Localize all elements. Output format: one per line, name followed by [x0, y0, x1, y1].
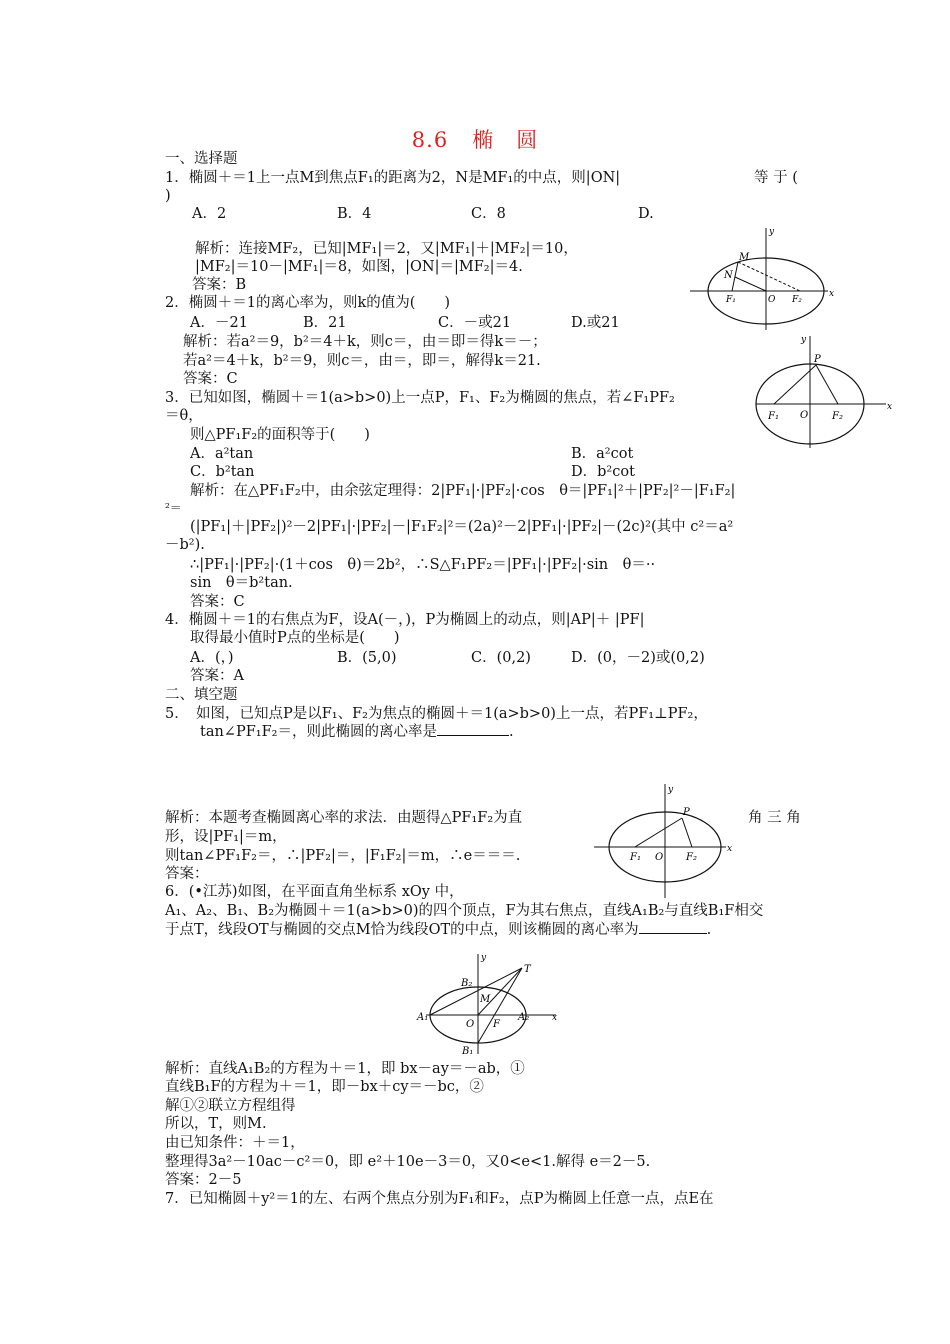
q5-solution-1: 解析：本题考查椭圆离心率的求法．由题得△PF₁F₂为直 [165, 810, 523, 826]
fig3-label-o: O [655, 852, 664, 863]
q2-stem: 2．椭圆＋＝1的离心率为，则k的值为( ) [165, 295, 451, 311]
figure-q6-ellipse [414, 950, 564, 1058]
fig1-label-m: M [739, 252, 750, 263]
section-heading-fill: 二、填空题 [165, 687, 238, 703]
q6-solution-4: 所以，T，则M. [165, 1116, 267, 1132]
fig2-label-f2: F₂ [832, 411, 843, 422]
q6-answer-blank [639, 921, 707, 934]
q5-stem-1: 5． 如图，已知点P是以F₁、F₂为焦点的椭圆＋＝1(a>b>0)上一点，若PF₁⊥PF₂， [165, 706, 708, 722]
q6-stem-3 [165, 921, 711, 939]
q2-answer: 答案：C [183, 371, 238, 387]
page-title [0, 124, 950, 154]
q3-option-d: D．b²cot [571, 464, 635, 480]
q4-option-a: A．(，) [190, 650, 234, 666]
q4-answer: 答案：A [190, 668, 244, 684]
fig4-label-t: T [524, 964, 531, 975]
fig4-label-m: M [480, 994, 491, 1005]
q6-solution-1: 解析：直线A₁B₂的方程为＋＝1，即 bx－ay＝－ab，① [165, 1061, 525, 1077]
q3-stem-3: 则△PF₁F₂的面积等于( ) [190, 427, 370, 443]
fig1-label-y: y [769, 227, 775, 237]
q4-stem-1: 4．椭圆＋＝1的右焦点为F，设A(－，)，P为椭圆上的动点，则|AP|＋ |PF| [165, 612, 645, 628]
fig3-label-p: P [683, 807, 690, 818]
q3-solution-2: (|PF₁|＋|PF₂|)²－2|PF₁|·|PF₂|－|F₁F₂|²＝(2a)²－2|PF₁|·|PF₂|－(2c)²(其中 c²＝a² [190, 519, 734, 535]
q4-stem-2: 取得最小值时P点的坐标是( ) [190, 630, 400, 646]
figure-q1-ellipse [686, 222, 836, 332]
fig2-label-o: O [800, 410, 809, 421]
q3-solution-1b: ²＝ [165, 501, 182, 515]
q3-option-a: A．a²tan [190, 446, 254, 462]
q2-option-b: B．21 [303, 315, 347, 331]
q5-solution-1-right: 角 三 角 [748, 810, 801, 826]
fig4-label-f: F [493, 1019, 500, 1030]
title-number: 8.6 [411, 128, 449, 152]
q1-stem-close: ) [165, 188, 171, 204]
fig4-label-a1: A₁ [417, 1012, 429, 1023]
fig1-label-n: N [724, 270, 733, 281]
fig1-label-x: x [829, 289, 835, 299]
q3-stem-2: ＝θ， [165, 408, 203, 424]
q1-option-b: B．4 [337, 206, 372, 222]
figure-q3-ellipse [754, 330, 894, 450]
section-heading-choice: 一、选择题 [165, 151, 238, 167]
q3-solution-3: ∴|PF₁|·|PF₂|·(1＋cos θ)＝2b²，∴S△F₁PF₂＝|PF₁|·|PF₂|·sin θ＝·· [190, 557, 656, 573]
fig3-label-x: x [727, 844, 733, 854]
fig4-label-o: O [466, 1019, 475, 1030]
q6-stem-2: A₁、A₂、B₁、B₂为椭圆＋＝1(a>b>0)的四个顶点，F为其右焦点，直线A₁B₂与直线B₁F相交 [165, 903, 764, 919]
q6-stem-3-text: 于点T，线段OT与椭圆的交点M恰为线段OT的中点，则该椭圆的离心率为 [165, 922, 639, 938]
q5-answer-blank [437, 723, 509, 736]
q3-solution-4: sin θ＝b²tan. [190, 575, 293, 591]
fig4-label-b2: B₂ [461, 978, 473, 989]
fig2-label-p: P [814, 354, 821, 365]
q2-solution-2: 若a²＝4＋k，b²＝9，则c＝，由＝，即＝，解得k＝21. [183, 353, 541, 369]
q5-solution-3: 则tan∠PF₁F₂＝，∴|PF₂|＝，|F₁F₂|＝m，∴e＝＝＝. [165, 848, 521, 864]
fig3-label-y: y [668, 785, 674, 795]
fig1-label-o: O [768, 295, 776, 305]
q3-solution-2b: －b²). [165, 537, 205, 553]
q6-solution-6: 整理得3a²－10ac－c²＝0，即 e²＋10e－3＝0，又0<e<1.解得 e＝2－5. [165, 1154, 651, 1170]
q4-option-d: D．(0，－2)或(0,2) [571, 650, 705, 666]
q6-solution-3: 解①②联立方程组得 [165, 1098, 296, 1114]
figure-q5-ellipse [592, 780, 742, 900]
fig2-label-y: y [801, 335, 807, 345]
q1-answer: 答案：B [192, 277, 247, 293]
q5-stem-2-end: . [508, 724, 514, 740]
q2-solution-1: 解析：若a²＝9，b²＝4＋k，则c＝，由＝即＝得k＝－； [183, 334, 547, 350]
q1-solution-1: 解析：连接MF₂，已知|MF₁|＝2，又|MF₁|＋|MF₂|＝10， [195, 241, 578, 257]
q3-solution-1: 解析：在△PF₁F₂中，由余弦定理得：2|PF₁|·|PF₂|·cos θ＝|PF₁|²＋|PF₂|²－|F₁F₂| [190, 483, 736, 499]
q3-option-c: C．b²tan [190, 464, 255, 480]
q1-option-c: C．8 [471, 206, 506, 222]
fig3-label-f1: F₁ [630, 852, 641, 863]
q1-option-a: A．2 [192, 206, 227, 222]
fig4-label-a2: A₂ [518, 1012, 530, 1023]
fig2-label-x: x [887, 402, 893, 412]
q4-option-c: C．(0,2) [471, 650, 531, 666]
q3-stem-1: 3．已知如图，椭圆＋＝1(a>b>0)上一点P，F₁、F₂为椭圆的焦点，若∠F₁PF₂ [165, 390, 675, 406]
q3-option-b: B．a²cot [571, 446, 634, 462]
q1-stem: 1．椭圆＋＝1上一点M到焦点F₁的距离为2，N是MF₁的中点，则|ON| [165, 170, 621, 186]
fig1-label-f1: F₁ [726, 295, 736, 305]
fig1-label-f2: F₂ [792, 295, 802, 305]
q6-solution-2: 直线B₁F的方程为＋＝1，即－bx＋cy＝－bc，② [165, 1079, 484, 1095]
q5-stem-2 [200, 723, 514, 741]
fig4-label-x: x [552, 1013, 558, 1023]
q1-option-d: D. [638, 206, 654, 222]
fig3-label-f2: F₂ [686, 852, 697, 863]
q5-stem-2-text: tan∠PF₁F₂＝，则此椭圆的离心率是 [200, 724, 437, 740]
q1-stem-tail: 等 于 ( [754, 170, 798, 186]
q7-stem-1: 7．已知椭圆＋y²＝1的左、右两个焦点分别为F₁和F₂，点P为椭圆上任意一点，点E在 [165, 1191, 714, 1207]
title-text: 椭 圆 [472, 128, 539, 152]
q2-option-d: D.或21 [571, 315, 620, 331]
q6-stem-3-end: . [706, 922, 712, 938]
fig2-label-f1: F₁ [768, 411, 779, 422]
q4-option-b: B．(5,0) [337, 650, 397, 666]
q6-stem-1: 6．(•江苏)如图，在平面直角坐标系 xOy 中， [165, 884, 464, 900]
q5-solution-2: 形，设|PF₁|＝m， [165, 829, 287, 845]
q6-answer: 答案：2－5 [165, 1172, 242, 1188]
q6-solution-5: 由已知条件：＋＝1， [165, 1135, 305, 1151]
q1-solution-2: |MF₂|＝10－|MF₁|＝8，如图，|ON|＝|MF₂|＝4. [195, 259, 523, 275]
q5-answer: 答案： [165, 866, 209, 882]
q2-option-c: C．－或21 [438, 315, 512, 331]
q2-option-a: A．－21 [190, 315, 248, 331]
fig4-label-b1: B₁ [462, 1046, 474, 1057]
fig4-label-y: y [481, 953, 487, 963]
q3-answer: 答案：C [190, 594, 245, 610]
